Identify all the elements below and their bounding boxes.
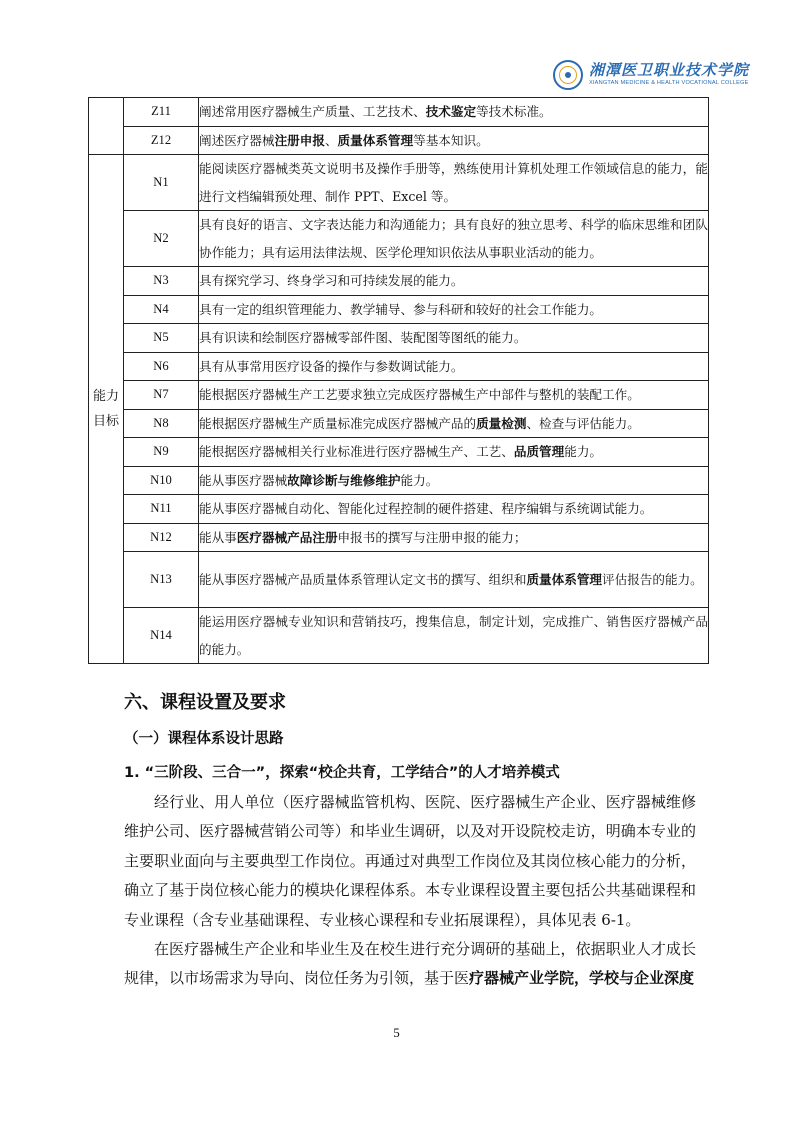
- objective-code: N5: [124, 324, 199, 353]
- objective-code: N9: [124, 438, 199, 467]
- text-run: 、: [324, 132, 338, 148]
- objective-code: N14: [124, 608, 199, 664]
- objective-code: N1: [124, 155, 199, 211]
- category-cell: 能力目标: [89, 155, 124, 664]
- table-row: [89, 126, 709, 155]
- objective-description: [199, 352, 709, 381]
- subsection-heading: （一）课程体系设计思路: [124, 731, 284, 747]
- text-run: 、检查与评估能力。: [526, 415, 640, 431]
- table-row: [89, 267, 709, 296]
- paragraph-1: 经行业、用人单位（医疗器械监管机构、医院、医疗器械生产企业、医疗器械维修维护公司、医疗器械营销公司等）和毕业生调研，以及对开设院校走访，明确本专业的主要职业面向与主要典型工作岗位。再通过对典型工作岗位及其岗位核心能力的分析，确立了基于岗位核心能力的模块化课程体系。本专业课程设置主要包括公共基础课程和专业课程（含专业基础课程、专业核心课程和专业拓展课程），具体见表 6-1。: [124, 793, 696, 929]
- objective-description: [199, 126, 709, 155]
- objective-description: [199, 381, 709, 410]
- table-row: [89, 409, 709, 438]
- text-run: 具有探究学习、终身学习和可持续发展的能力。: [199, 273, 464, 288]
- table-row: [89, 438, 709, 467]
- text-run: 等技术标准。: [476, 104, 552, 119]
- objective-code: N12: [124, 523, 199, 552]
- section-heading: 六、课程设置及要求: [124, 692, 286, 713]
- item-title: 1. “三阶段、三合一”，探索“校企共育，工学结合”的人才培养模式: [124, 765, 560, 781]
- bold-text: 质量检测: [476, 415, 527, 431]
- page-number: 5: [393, 1025, 400, 1040]
- bold-text: 故障诊断与维修维护: [287, 472, 401, 488]
- table-row: [89, 352, 709, 381]
- text-run: 在医疗器械生产企业和毕业生及在校生进行充分调研的基础上，依据职业人才成长规律，以市场需求为导向、岗位任务为引领，基于医: [124, 940, 696, 988]
- text-run: 具有良好的语言、文字表达能力和沟通能力；具有良好的独立思考、科学的临床思维和团队协作能力；具有运用法律法规、医学伦理知识依法从事职业活动的能力。: [199, 217, 708, 260]
- table-row: [89, 98, 709, 127]
- objective-code: Z11: [124, 98, 199, 127]
- objective-code: N10: [124, 466, 199, 495]
- text-run: 能从事医疗器械: [199, 472, 288, 488]
- objectives-table: [88, 97, 709, 664]
- table-row: [89, 495, 709, 524]
- logo-english-name: XIANGTAN MEDICINE & HEALTH VOCATIONAL COLLEGE: [589, 80, 749, 87]
- objective-description: [199, 98, 709, 127]
- text-run: 能根据医疗器械生产质量标准完成医疗器械产品的: [199, 415, 477, 431]
- text-run: 评估报告的能力。: [602, 571, 703, 587]
- table-row: [89, 324, 709, 353]
- objective-description: [199, 267, 709, 296]
- objective-description: [199, 552, 709, 608]
- objective-description: [199, 466, 709, 495]
- text-run: 能运用医疗器械专业知识和营销技巧，搜集信息，制定计划，完成推广、销售医疗器械产品的能力。: [199, 614, 708, 657]
- text-run: 能从事: [199, 529, 237, 545]
- objective-code: N13: [124, 552, 199, 608]
- objective-code: N3: [124, 267, 199, 296]
- objective-description: [199, 211, 709, 267]
- table-row: [89, 523, 709, 552]
- objective-description: [199, 438, 709, 467]
- objective-description: [199, 495, 709, 524]
- bold-text: 质量体系管理: [337, 132, 414, 148]
- objective-code: N8: [124, 409, 199, 438]
- text-run: 能阅读医疗器械类英文说明书及操作手册等，熟练使用计算机处理工作领域信息的能力，能进行文档编辑预处理、制作 PPT、Excel 等。: [199, 161, 708, 204]
- text-run: 阐述常用医疗器械生产质量、工艺技术、: [199, 104, 426, 119]
- bold-text: 医疗器械产品注册: [236, 529, 338, 545]
- text-run: 能根据医疗器械生产工艺要求独立完成医疗器械生产中部件与整机的装配工作。: [199, 387, 640, 402]
- objective-description: [199, 608, 709, 664]
- paragraph-2: [124, 935, 696, 994]
- text-run: 等基本知识。: [413, 132, 489, 148]
- text-run: 能根据医疗器械相关行业标准进行医疗器械生产、工艺、: [199, 444, 514, 459]
- bold-text: 技术鉴定: [425, 104, 477, 119]
- logo-chinese-name: 湘潭医卫职业技术学院: [589, 61, 750, 80]
- objective-code: N6: [124, 352, 199, 381]
- objective-description: [199, 523, 709, 552]
- bold-text: 品质管理: [513, 444, 565, 459]
- table-row: [89, 211, 709, 267]
- text-run: 具有从事常用医疗设备的操作与参数调试能力。: [199, 358, 464, 374]
- table-row: [89, 155, 709, 211]
- text-run: 能从事医疗器械自动化、智能化过程控制的硬件搭建、程序编辑与系统调试能力。: [199, 501, 653, 516]
- text-run: 申报书的撰写与注册申报的能力；: [337, 529, 527, 545]
- objective-description: [199, 409, 709, 438]
- objective-code: N4: [124, 295, 199, 324]
- table-row: [89, 381, 709, 410]
- objective-description: [199, 324, 709, 353]
- objective-code: N2: [124, 211, 199, 267]
- objective-code: N7: [124, 381, 199, 410]
- college-emblem-icon: [553, 60, 583, 90]
- college-logo: [553, 58, 765, 92]
- bold-text: 质量体系管理: [526, 571, 602, 587]
- bold-text: 疗器械产业学院，学校与企业深度: [469, 969, 695, 988]
- text-run: 具有识读和绘制医疗器械零部件图、装配图等图纸的能力。: [199, 330, 527, 345]
- text-run: 能力。: [564, 444, 602, 459]
- objective-code: Z12: [124, 126, 199, 155]
- table-row: [89, 552, 709, 608]
- text-run: 具有一定的组织管理能力、教学辅导、参与科研和较好的社会工作能力。: [199, 301, 602, 317]
- text-run: 能力。: [400, 472, 439, 488]
- table-row: [89, 608, 709, 664]
- text-run: 能从事医疗器械产品质量体系管理认定文书的撰写、组织和: [199, 571, 527, 587]
- objective-description: [199, 295, 709, 324]
- objective-code: N11: [124, 495, 199, 524]
- text-run: 阐述医疗器械: [199, 132, 275, 148]
- table-row: [89, 466, 709, 495]
- table-row: [89, 295, 709, 324]
- empty-category-cell: [89, 98, 124, 155]
- objective-description: [199, 155, 709, 211]
- bold-text: 注册申报: [274, 132, 325, 148]
